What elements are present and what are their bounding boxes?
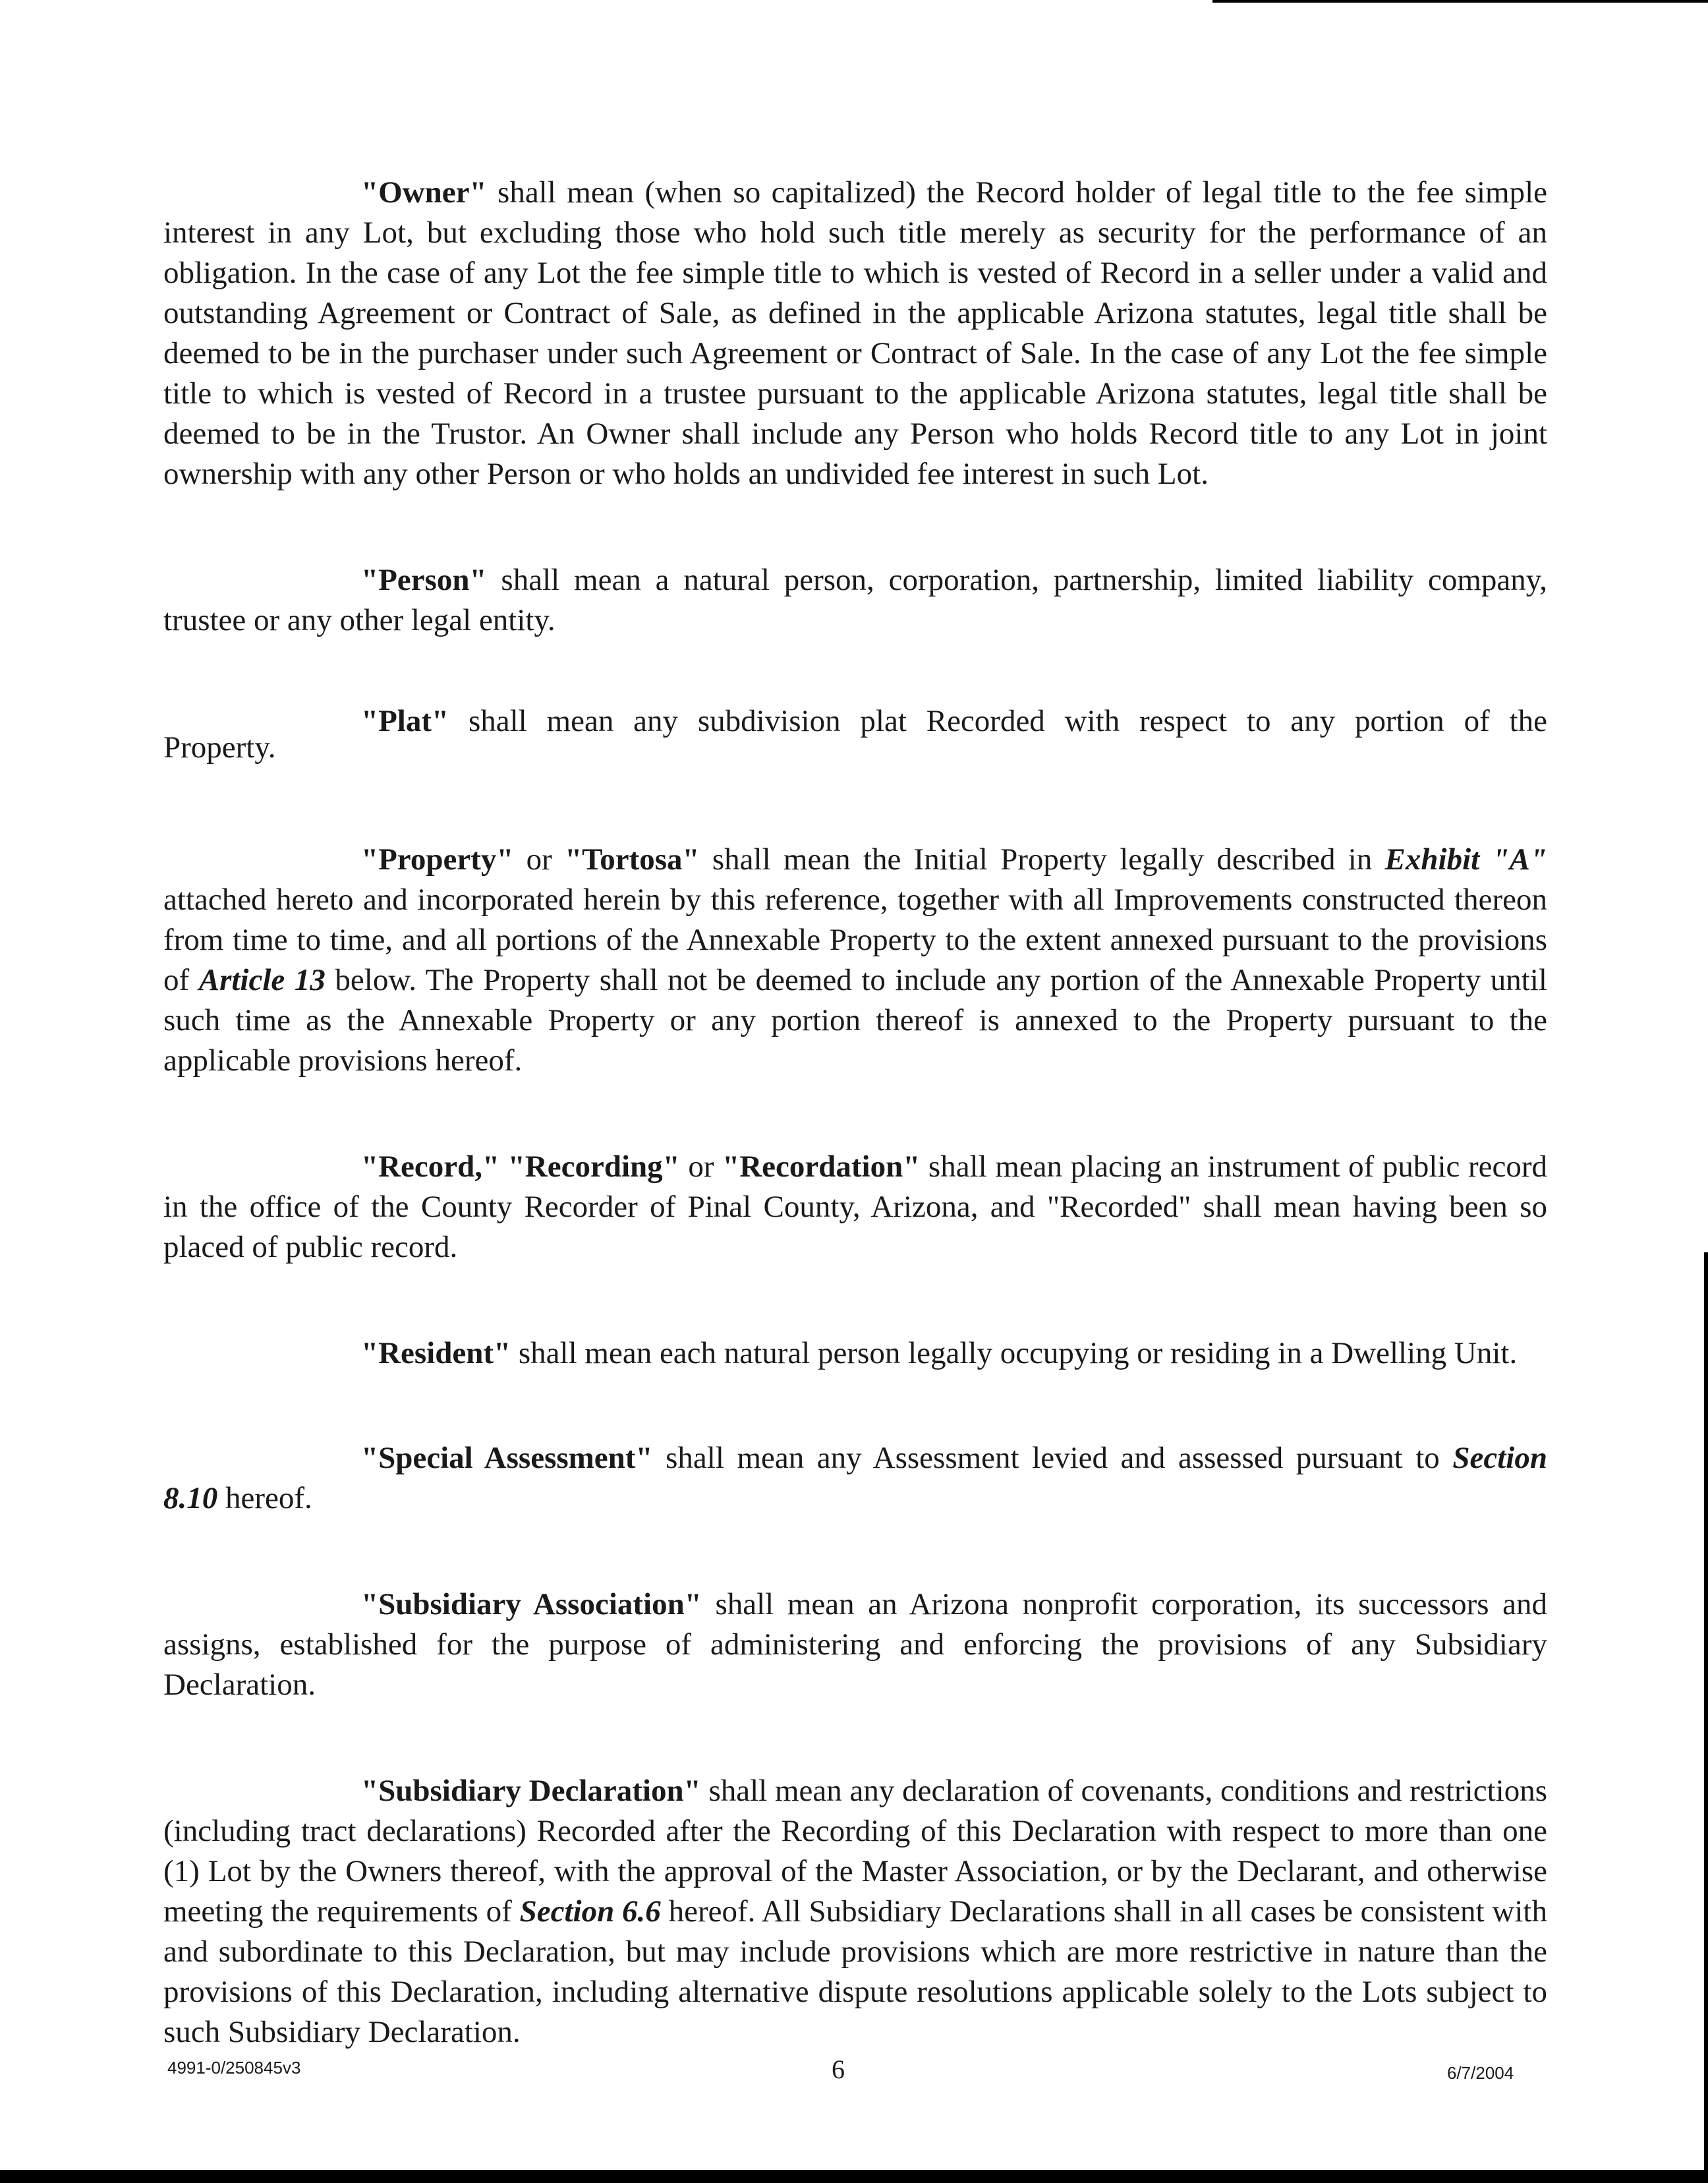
definition-plat-text: shall mean any subdivision plat Recorded with respect to any portion of the [449,704,1547,738]
footer-document-id: 4991-0/250845v3 [167,2058,301,2078]
section-8-10-reference: Section 8.10 [163,1441,1547,1515]
definition-record [163,1147,1547,1267]
definition-special-assessment-text-2: hereof. [217,1481,312,1515]
scan-right-edge [1704,1252,1708,2183]
page-body [163,173,1547,2052]
term-owner: "Owner" [361,175,487,210]
definition-plat-continuation: Property. [163,730,276,765]
term-plat: "Plat" [361,704,449,738]
scan-top-edge [1212,0,1708,3]
term-property: "Property" [361,842,514,877]
definition-property [163,840,1547,1081]
term-resident: "Resident" [361,1336,511,1370]
definition-property-text-3: below. The Property shall not be deemed to include any portion of the Annexable Property until such time as the Annexable Property or any portion thereof is annexed to the Property pursuant to the applicable provisions hereof. [163,963,1547,1078]
definition-owner [163,173,1547,494]
definition-resident-text: shall mean each natural person legally occupying or residing in a Dwelling Unit. [511,1336,1518,1370]
term-special-assessment: "Special Assessment" [361,1441,653,1475]
definition-owner-text: shall mean (when so capitalized) the Record holder of legal title to the fee simple interest in any Lot, but excluding those who hold such title merely as security for the performance of an obligation. In the case of any Lot the fee simple title to which is vested of Record in a seller under a valid and outstanding Agreement or Contract of Sale, as defined in the applicable Arizona statutes, legal title shall be deemed to be in the purchaser under such Agreement or Contract of Sale. In the case of any Lot the fee simple title to which is vested of Record in a trustee pursuant to the applicable Arizona statutes, legal title shall be deemed to be in the Trustor. An Owner shall include any Person who holds Record title to any Lot in joint ownership with any other Person or who holds an undivided fee interest in such Lot. [163,175,1547,491]
definition-subsidiary-association-text: shall mean an Arizona nonprofit corporation, its successors and assigns, established for the purpose of administering and enforcing the provisions of any Subsidiary Declaration. [163,1587,1547,1702]
term-record: "Record," [361,1150,500,1184]
definition-property-text-2: attached hereto and incorporated herein by this reference, together with all Improvements constructed thereon from time to time, and all portions of the Annexable Property to the extent annexed pursuant to the provisions of [163,883,1547,997]
definition-resident [163,1333,1547,1374]
term-subsidiary-association: "Subsidiary Association" [361,1587,702,1621]
definition-record-text: shall mean placing an instrument of public record in the office of the County Recorder of Pinal County, Arizona, and "Recorded" shall mean having been so placed of public record. [163,1150,1547,1264]
term-recordation: "Recordation" [722,1150,921,1184]
scan-bottom-edge [0,2170,1708,2183]
section-6-6-reference: Section 6.6 [519,1894,661,1929]
term-person: "Person" [361,563,487,597]
term-subsidiary-declaration: "Subsidiary Declaration" [361,1774,701,1808]
definition-plat [163,701,1547,780]
connector-or: or [513,842,565,877]
article-13-reference: Article 13 [198,963,326,997]
definition-subsidiary-declaration-text-2: hereof. All Subsidiary Declarations shall in all cases be consistent with and subordinate to this Declaration, but may include provisions which are more restrictive in nature than the provisions of this Declaration, including alternative dispute resolutions applicable solely to the Lots subject to such Subsidiary Declaration. [163,1894,1547,2049]
term-recording: "Recording" [507,1150,680,1184]
definition-special-assessment [163,1438,1547,1519]
connector-or: or [679,1150,723,1184]
definition-subsidiary-association [163,1585,1547,1705]
footer-page-number: 6 [832,2054,845,2084]
definition-subsidiary-declaration-text-1: shall mean any declaration of covenants, conditions and restrictions (including tract declarations) Recorded after the Recording of this Declaration with respect to more than one (1) Lot by the Owners thereof, with the approval of the Master Association, or by the Declarant, and otherwise meeting the requirements of [163,1774,1547,1929]
definition-person-text: shall mean a natural person, corporation, partnership, limited liability company, trustee or any other legal entity. [163,563,1547,637]
definition-plat-line [361,701,1547,742]
definition-subsidiary-declaration [163,1771,1547,2052]
exhibit-a-reference: Exhibit "A" [1384,842,1548,877]
definition-special-assessment-text-1: shall mean any Assessment levied and assessed pursuant to [652,1441,1453,1475]
term-tortosa: "Tortosa" [565,842,700,877]
definition-person [163,560,1547,641]
definition-property-text-1: shall mean the Initial Property legally described in [699,842,1385,877]
footer-date: 6/7/2004 [1447,2063,1514,2083]
